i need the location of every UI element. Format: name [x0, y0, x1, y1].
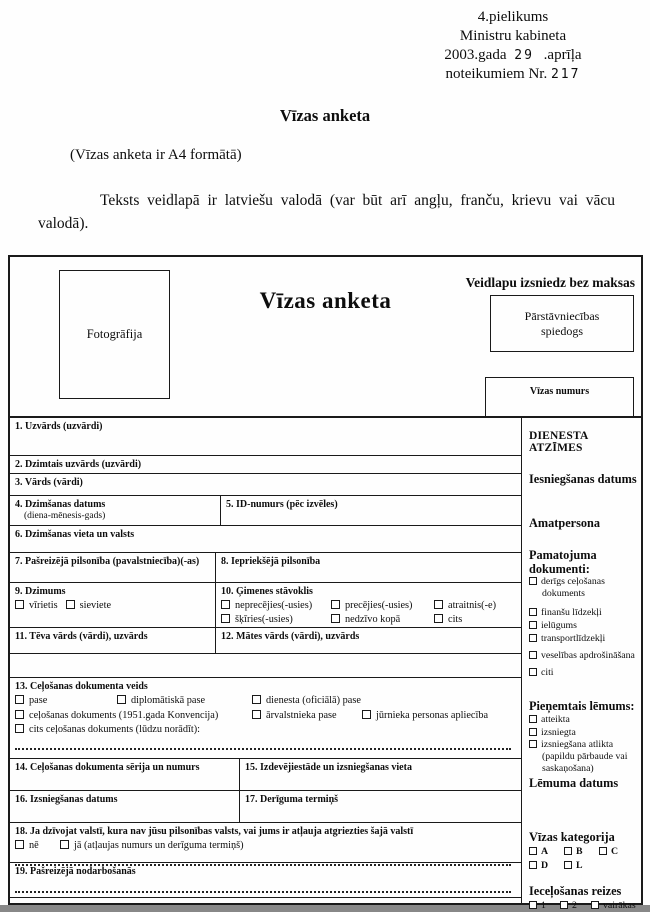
official-notes-title: DIENESTA ATZĪMES [529, 430, 588, 454]
decision-option-issued: izsniegta [529, 726, 638, 739]
option-label-male: vīrietis [29, 600, 58, 611]
option-label-widowed: atraitnis(-e) [448, 600, 497, 611]
checkbox-entries-multiple[interactable] [591, 901, 599, 909]
checkbox-other-document[interactable] [15, 724, 24, 733]
field-label-2: 2. Dzimtais uzvārds (uzvārdi) [15, 459, 142, 470]
checkbox-no[interactable] [15, 840, 24, 849]
basis-documents-title: Pamatojuma dokumenti: [529, 548, 597, 576]
visa-category-row-2: D L [529, 859, 638, 872]
field-label-10: 10. Ģimenes stāvoklis [221, 586, 313, 597]
option-label-service-passport: dienesta (oficiālā) pase [266, 695, 361, 706]
field-row-birthplace [10, 526, 521, 553]
checkbox-male[interactable] [15, 600, 24, 609]
decision-option-refused: atteikta [529, 713, 638, 726]
option-label-divorced: šķīries(-usies) [235, 613, 293, 625]
option-label-no: nē [29, 840, 39, 851]
field-label-13: 13. Ceļošanas dokumenta veids [15, 681, 148, 692]
checkbox-service-passport[interactable] [252, 695, 261, 704]
dotted-fill-line [15, 884, 511, 893]
option-label-alien-passport: ārvalstnieka pase [266, 709, 337, 721]
decision-title: Pieņemtais lēmums: [529, 699, 635, 713]
field-row-occupation [10, 863, 521, 898]
basis-option-invitation: ielūgums [529, 619, 638, 632]
checkbox-widowed[interactable] [434, 600, 443, 609]
checkbox-convention-document[interactable] [15, 710, 24, 719]
checkbox-yes[interactable] [60, 840, 69, 849]
field-label-11: 11. Tēva vārds (vārdi), uzvārds [15, 631, 148, 642]
visa-number-box [485, 377, 634, 418]
checkbox-issued[interactable] [529, 728, 537, 736]
field-label-15: 15. Izdevējiestāde un izsniegšanas vieta [245, 762, 412, 773]
date-line [398, 46, 628, 65]
basis-option-finances: finanšu līdzekļi [529, 606, 638, 619]
option-label-diplomatic-passport: diplomātiskā pase [131, 695, 206, 706]
field-row-document-type [10, 678, 521, 759]
basis-option-valid-document: derīgs ceļošanas dokuments [529, 576, 638, 600]
regulation-reference [398, 8, 628, 84]
decision-postponed-note: (papildu pārbaude vai saskaņošana) [542, 751, 628, 774]
option-label-other-marital: cits [448, 613, 463, 625]
checkbox-entries-2[interactable] [560, 901, 568, 909]
free-of-charge-note: Veidlapu izsniedz bez maksas [465, 275, 635, 290]
checkbox-married[interactable] [331, 600, 340, 609]
field-row-birth-surname [10, 456, 521, 474]
checkbox-passport[interactable] [15, 695, 24, 704]
applicant-fields-column [10, 418, 522, 905]
basis-option-other: citi [529, 666, 638, 679]
option-label-convention-document: ceļošanas dokuments (1951.gada Konvencija) [29, 709, 219, 721]
language-note: Teksts veidlapā ir latviešu valodā (var būt arī angļu, franču, krievu vai vācu valodā). [38, 192, 615, 232]
checkbox-diplomatic-passport[interactable] [117, 695, 126, 704]
checkbox-category-c[interactable] [599, 847, 607, 855]
field-label-19: 19. Pašreizējā nodarbošanās [15, 866, 136, 877]
field-label-17: 17. Derīguma termiņš [245, 794, 339, 805]
form-body [10, 418, 641, 911]
field-label-4: 4. Dzimšanas datums [15, 499, 106, 510]
checkbox-vehicles[interactable] [529, 634, 537, 642]
checkbox-category-a[interactable] [529, 847, 537, 855]
checkbox-entries-1[interactable] [529, 901, 537, 909]
field-row-issue-validity [10, 791, 521, 823]
field-label-14: 14. Ceļošanas dokumenta sērija un numurs [15, 762, 200, 773]
format-note: (Vīzas anketa ir A4 formātā) [70, 147, 242, 163]
photo-label: Fotogrāfija [86, 327, 143, 341]
field-label-9: 9. Dzimums [15, 586, 66, 597]
regulation-prefix: noteikumiem Nr. [445, 66, 548, 82]
document-title: Vīzas anketa [279, 106, 371, 125]
field-row-birthdate-id [10, 496, 521, 526]
field-row-residence-permit [10, 823, 521, 863]
submission-date-label: Iesniegšanas datums [529, 472, 637, 486]
field-row-parents [10, 628, 521, 654]
checkbox-valid-travel-document[interactable] [529, 577, 537, 585]
field-label-1: 1. Uzvārds (uzvārdi) [15, 421, 103, 432]
option-label-yes: jā (atļaujas numurs un derīguma termiņš) [74, 840, 244, 851]
visa-application-form [8, 255, 643, 911]
checkbox-refused[interactable] [529, 715, 537, 723]
date-prefix: 2003.gada [444, 47, 507, 63]
checkbox-invitation[interactable] [529, 621, 537, 629]
travel-document-block [10, 677, 521, 898]
field-label-5: 5. ID-numurs (pēc izvēles) [226, 499, 338, 510]
field-label-4-sub: (diena-mēnesis-gads) [24, 511, 106, 521]
decision-option-postponed: izsniegšana atlikta [529, 739, 638, 751]
visa-category-title: Vīzas kategorija [529, 830, 615, 844]
field-label-18: 18. Ja dzīvojat valstī, kura nav jūsu pilsonības valsts, vai jums ir atļauja atgriezties šajā valstī [15, 826, 414, 837]
option-label-married: precējies(-usies) [345, 600, 413, 611]
regulation-number-line [398, 65, 628, 84]
date-day: 29 [514, 48, 534, 63]
visa-number-label: Vīzas numurs [529, 386, 590, 397]
representation-stamp-box [490, 295, 634, 352]
block-separator [10, 654, 521, 677]
field-row-surname [10, 418, 521, 456]
checkbox-postponed[interactable] [529, 740, 537, 748]
visa-category-row-1: A B C [529, 845, 638, 858]
option-label-single: neprecējies(-usies) [235, 600, 313, 611]
checkbox-female[interactable] [66, 600, 75, 609]
dotted-fill-line [15, 741, 511, 750]
basis-option-transport: transportlīdzekļi [529, 632, 638, 645]
regulation-number: 217 [550, 67, 581, 82]
field-row-citizenship [10, 553, 521, 583]
option-label-passport: pase [29, 695, 48, 706]
checkbox-other-basis[interactable] [529, 668, 537, 676]
field-row-document-number [10, 759, 521, 791]
checkbox-seaman-book[interactable] [362, 710, 371, 719]
field-row-name [10, 474, 521, 496]
checkbox-category-b[interactable] [564, 847, 572, 855]
option-label-seaman-book: jūrnieka personas apliecība [376, 709, 489, 721]
official-label: Amatpersona [529, 516, 601, 530]
checkbox-other-marital[interactable] [434, 614, 443, 623]
field-label-12: 12. Mātes vārds (vārdi), uzvārds [221, 631, 360, 642]
entries-title: Ieceļošanas reizes [529, 884, 622, 898]
issuer-line: Ministru kabineta [459, 28, 567, 44]
checkbox-alien-passport[interactable] [252, 710, 261, 719]
annex-line: 4.pielikums [477, 9, 549, 25]
field-label-8: 8. Iepriekšējā pilsonība [221, 556, 321, 567]
field-label-16: 16. Izsniegšanas datums [15, 794, 118, 805]
checkbox-single[interactable] [221, 600, 230, 609]
checkbox-category-d[interactable] [529, 861, 537, 869]
option-label-separated: nedzīvo kopā [345, 613, 401, 625]
basis-option-insurance: veselības apdrošināšana [529, 649, 638, 662]
form-title: Vīzas anketa [259, 288, 392, 313]
form-header [10, 257, 641, 418]
field-label-6: 6. Dzimšanas vieta un valsts [15, 529, 135, 540]
checkbox-divorced[interactable] [221, 614, 230, 623]
personal-data-block [10, 418, 521, 654]
stamp-label: Pārstāvniecības spiedogs [524, 308, 600, 338]
field-label-7: 7. Pašreizējā pilsonība (pavalstniecība)(-as) [15, 556, 200, 567]
field-label-3: 3. Vārds (vārdi) [15, 477, 83, 488]
option-label-female: sieviete [79, 600, 112, 611]
checkbox-health-insurance[interactable] [529, 651, 537, 659]
checkbox-financial-means[interactable] [529, 608, 537, 616]
field-row-gender-marital [10, 583, 521, 628]
checkbox-separated[interactable] [331, 614, 340, 623]
official-notes-column [522, 418, 641, 911]
option-label-other-document: cits ceļošanas dokuments (lūdzu norādīt): [29, 724, 200, 735]
date-suffix: .aprīļa [543, 47, 582, 63]
entries-row: 1 2 vairākas [529, 899, 638, 912]
decision-date-label: Lēmuma datums [529, 776, 619, 790]
checkbox-category-l[interactable] [564, 861, 572, 869]
